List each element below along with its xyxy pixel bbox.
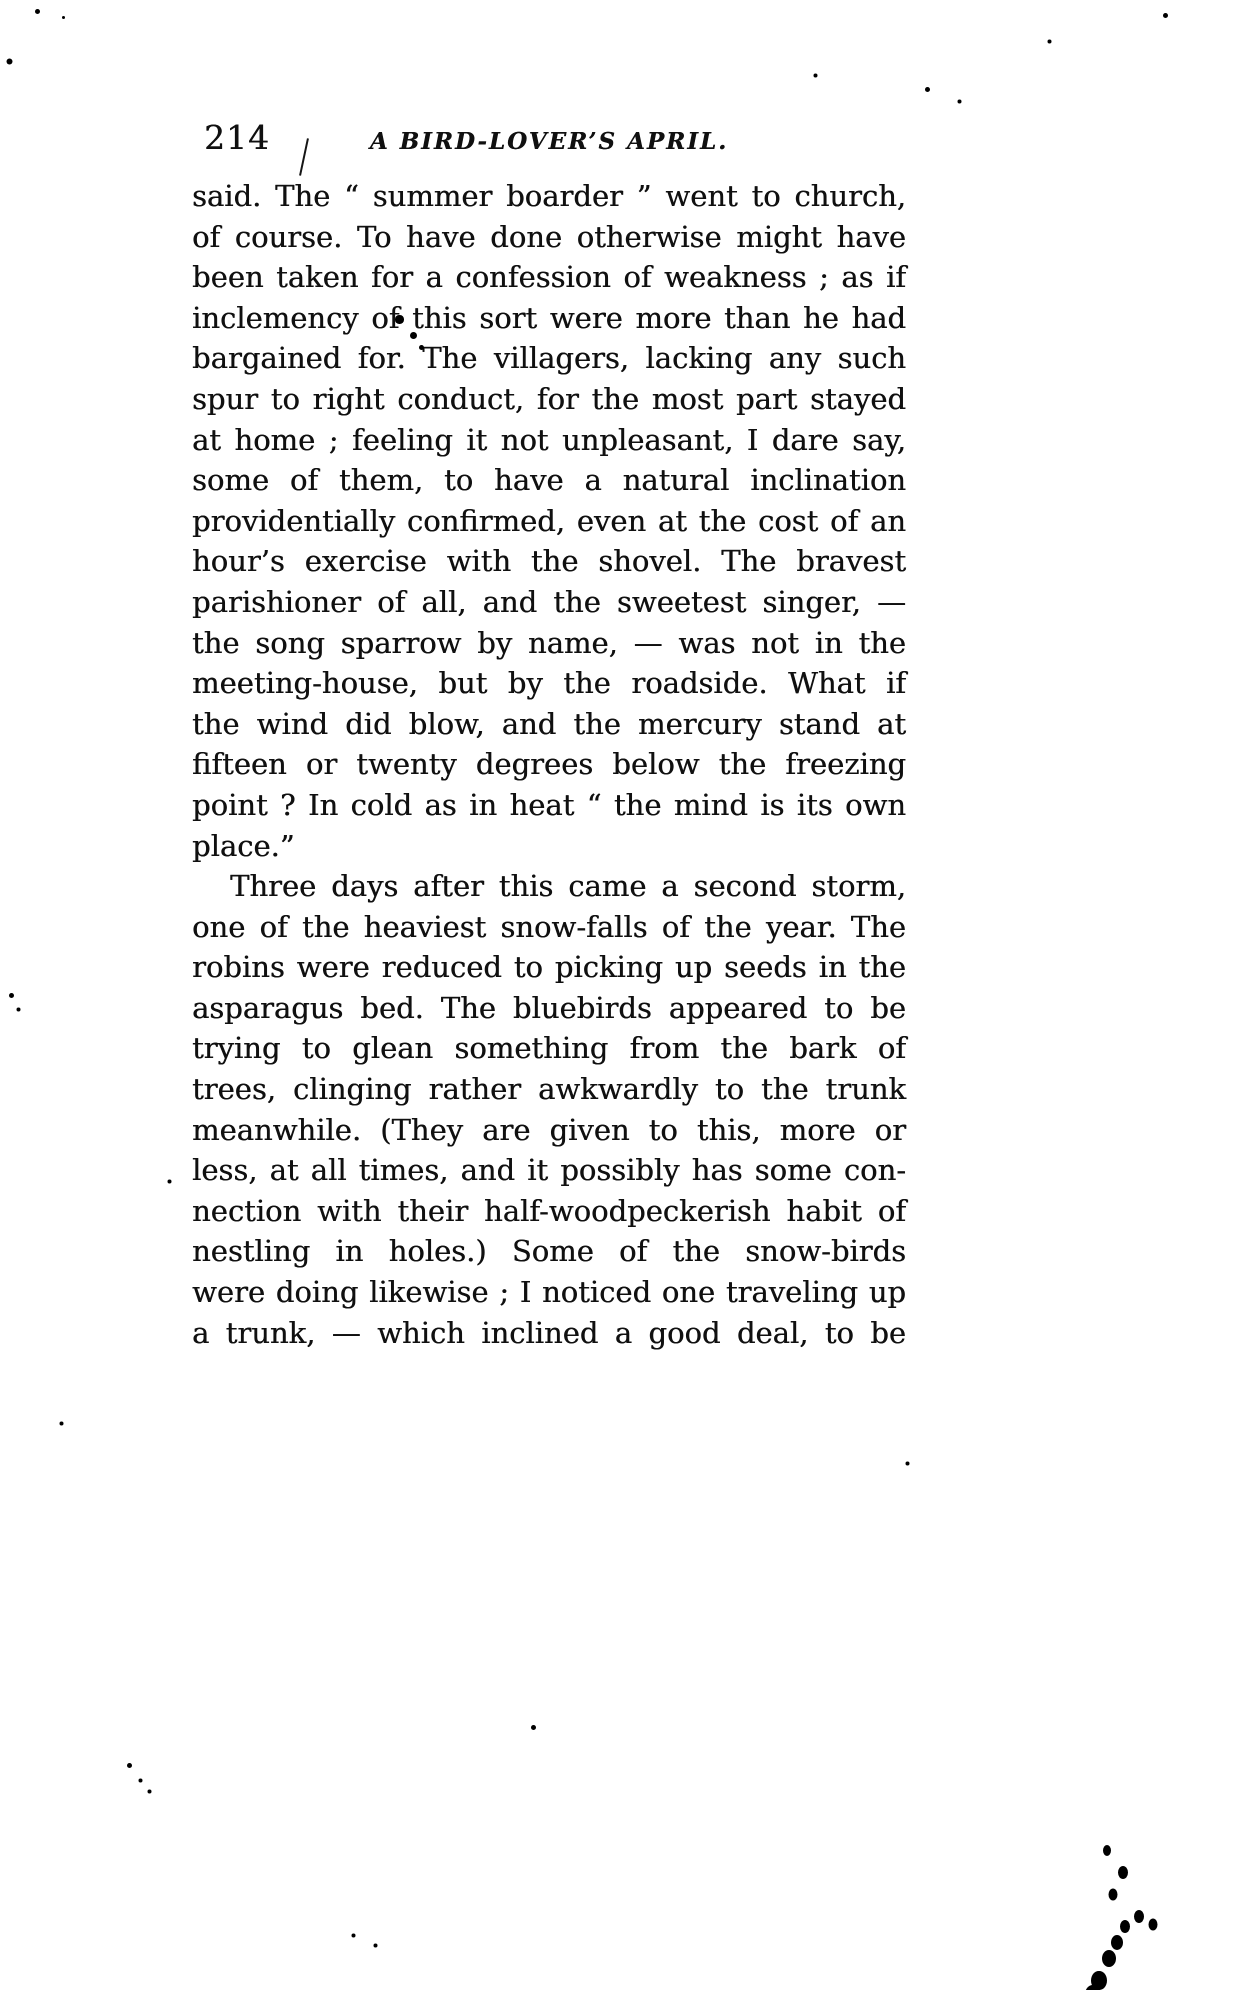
- text-line: the song sparrow by name, — was not in the: [192, 625, 906, 660]
- text-line: said. The “ summer boarder ” went to church,: [192, 179, 906, 213]
- text-line: trying to glean something from the bark of: [192, 1031, 906, 1066]
- text-line: nection with their half-woodpeckerish habit of: [192, 1193, 906, 1228]
- text-line: some of them, to have a natural inclination: [192, 463, 906, 498]
- text-line: asparagus bed. The bluebirds appeared to be: [192, 990, 906, 1025]
- text-line: been taken for a confession of weakness ; as if: [192, 260, 906, 295]
- page-header: [192, 116, 906, 168]
- text-line: the wind did blow, and the mercury stand at: [192, 706, 906, 741]
- text-line: spur to right conduct, for the most part stayed: [192, 381, 906, 416]
- page-number: 214: [204, 118, 270, 157]
- scan-smudge: [0, 0, 6, 9]
- text-line: trees, clinging rather awkwardly to the trunk: [192, 1072, 906, 1107]
- text-line: one of the heaviest snow-falls of the year. The: [192, 909, 906, 944]
- paragraph: [192, 176, 906, 866]
- running-title: A BIRD-LOVER’S APRIL.: [369, 128, 729, 155]
- text-line: robins were reduced to picking up seeds in the: [192, 950, 906, 985]
- text-line: at home ; feeling it not unpleasant, I dare say,: [192, 422, 906, 457]
- text-line: fifteen or twenty degrees below the freezing: [192, 747, 906, 782]
- text-line: inclemency of this sort were more than he had: [192, 300, 906, 335]
- text-line: meeting-house, but by the roadside. What if: [192, 666, 906, 701]
- text-line: bargained for. The villagers, lacking any such: [192, 341, 906, 376]
- text-line: Three days after this came a second storm,: [230, 869, 906, 904]
- text-line: meanwhile. (They are given to this, more or: [192, 1112, 906, 1147]
- text-line: a trunk, — which inclined a good deal, to be: [192, 1315, 906, 1350]
- text-line: were doing likewise ; I noticed one traveling up: [192, 1275, 906, 1310]
- scan-edge-artifact: [1196, 0, 1236, 1990]
- paragraph: [192, 866, 906, 1353]
- text-line: nestling in holes.) Some of the snow-birds: [192, 1234, 906, 1269]
- text-line: place.”: [192, 828, 295, 863]
- text-line: hour’s exercise with the shovel. The bravest: [192, 544, 906, 579]
- page-body: [192, 176, 906, 1353]
- text-line: providentially confirmed, even at the cost of an: [192, 503, 906, 538]
- text-line: parishioner of all, and the sweetest singer, —: [192, 584, 906, 619]
- text-line: point ? In cold as in heat “ the mind is its own: [192, 787, 906, 822]
- text-line: less, at all times, and it possibly has some con-: [192, 1153, 906, 1188]
- text-line: of course. To have done otherwise might have: [192, 219, 906, 254]
